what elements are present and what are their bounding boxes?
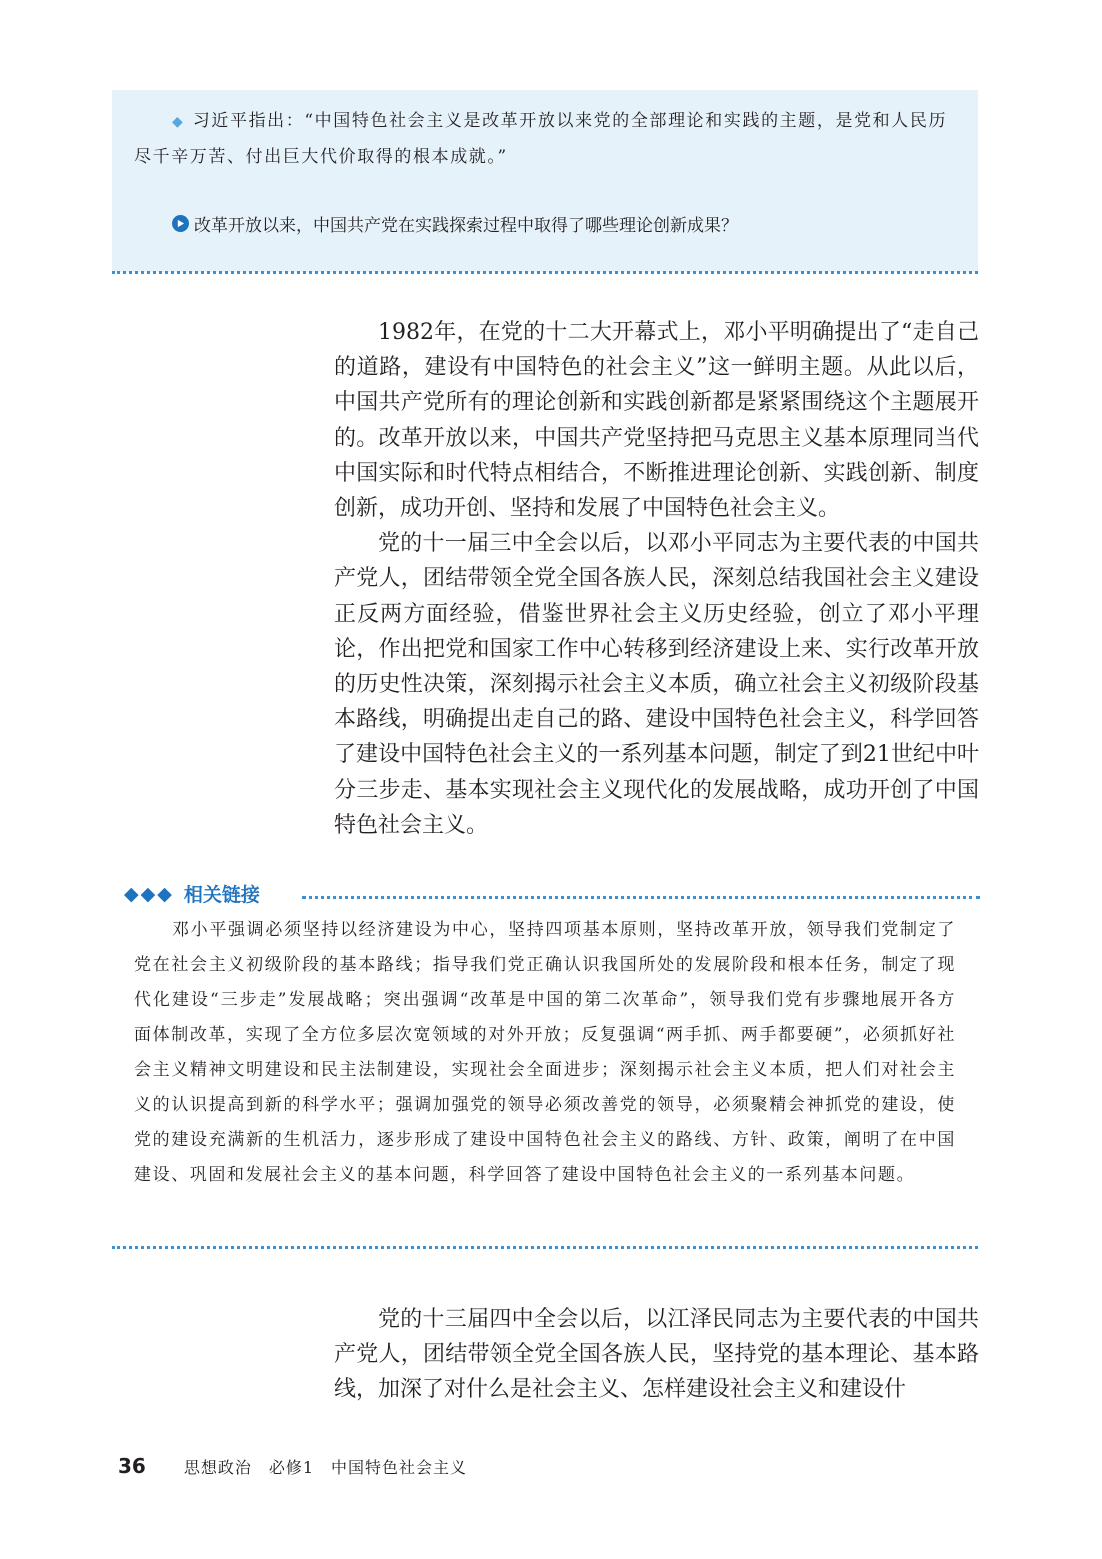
main-text-lower (334, 1302, 979, 1408)
paragraph-1: 1982年，在党的十二大开幕式上，邓小平明确提出了“走自己的道路，建设有中国特色的社会主义”这一鲜明主题。从此以后，中国共产党所有的理论创新和实践创新都是紧紧围绕这个主题展开的。改革开放以来，中国共产党坚持把马克思主义基本原理同当代中国实际和时代特点相结合，不断推进理论创新、实践创新、制度创新，成功开创、坚持和发展了中国特色社会主义。 (334, 320, 979, 522)
book-title: 思想政治 必修1 中国特色社会主义 (183, 1458, 468, 1477)
arrow-circle-icon (172, 215, 189, 232)
page-number: 36 (118, 1454, 146, 1478)
related-link-title: 相关链接 (183, 884, 260, 906)
question-text: 改革开放以来，中国共产党在实践探索过程中取得了哪些理论创新成果？ (194, 216, 738, 236)
paragraph-2: 党的十一届三中全会以后，以邓小平同志为主要代表的中国共产党人，团结带领全党全国各族人民，深刻总结我国社会主义建设正反两方面经验，借鉴世界社会主义历史经验，创立了邓小平理论，作出把党和国家工作中心转移到经济建设上来、实行改革开放的历史性决策，深刻揭示社会主义本质，确立社会主义初级阶段基本路线，明确提出走自己的路、建设中国特色社会主义，科学回答了建设中国特色社会主义的一系列基本问题，制定了到21世纪中叶分三步走、基本实现社会主义现代化的发展战略，成功开创了中国特色社会主义。 (334, 531, 979, 838)
related-link-text: 邓小平强调必须坚持以经济建设为中心，坚持四项基本原则，坚持改革开放，领导我们党制定了党在社会主义初级阶段的基本路线；指导我们党正确认识我国所处的发展阶段和根本任务，制定了现代化建设“三步走”发展战略；突出强调“改革是中国的第二次革命”，领导我们党有步骤地展开各方面体制改革，实现了全方位多层次宽领域的对外开放；反复强调“两手抓、两手都要硬”，必须抓好社会主义精神文明建设和民主法制建设，实现社会全面进步；深刻揭示社会主义本质，把人们对社会主义的认识提高到新的科学水平；强调加强党的领导必须改善党的领导，必须聚精会神抓党的建设，使党的建设充满新的生机活力，逐步形成了建设中国特色社会主义的路线、方针、政策，阐明了在中国建设、巩固和发展社会主义的基本问题，科学回答了建设中国特色社会主义的一系列基本问题。 (134, 920, 956, 1185)
xi-quote (134, 104, 960, 175)
inquiry-question (172, 211, 738, 236)
callout-divider (112, 271, 978, 274)
triple-diamond-icon: ◆◆◆ (124, 882, 174, 905)
related-link-divider (112, 1246, 978, 1249)
page-footer (118, 1454, 467, 1478)
diamond-bullet-icon: ◆ (172, 114, 183, 130)
related-link-header-dots (302, 896, 980, 899)
main-text-upper (334, 315, 979, 843)
related-link-header (124, 880, 260, 907)
quote-text: 习近平指出：“中国特色社会主义是改革开放以来党的全部理论和实践的主题，是党和人民历尽千辛万苦、付出巨大代价取得的根本成就。” (134, 111, 948, 167)
paragraph-3: 党的十三届四中全会以后，以江泽民同志为主要代表的中国共产党人，团结带领全党全国各族人民，坚持党的基本理论、基本路线，加深了对什么是社会主义、怎样建设社会主义和建设什 (334, 1307, 979, 1403)
